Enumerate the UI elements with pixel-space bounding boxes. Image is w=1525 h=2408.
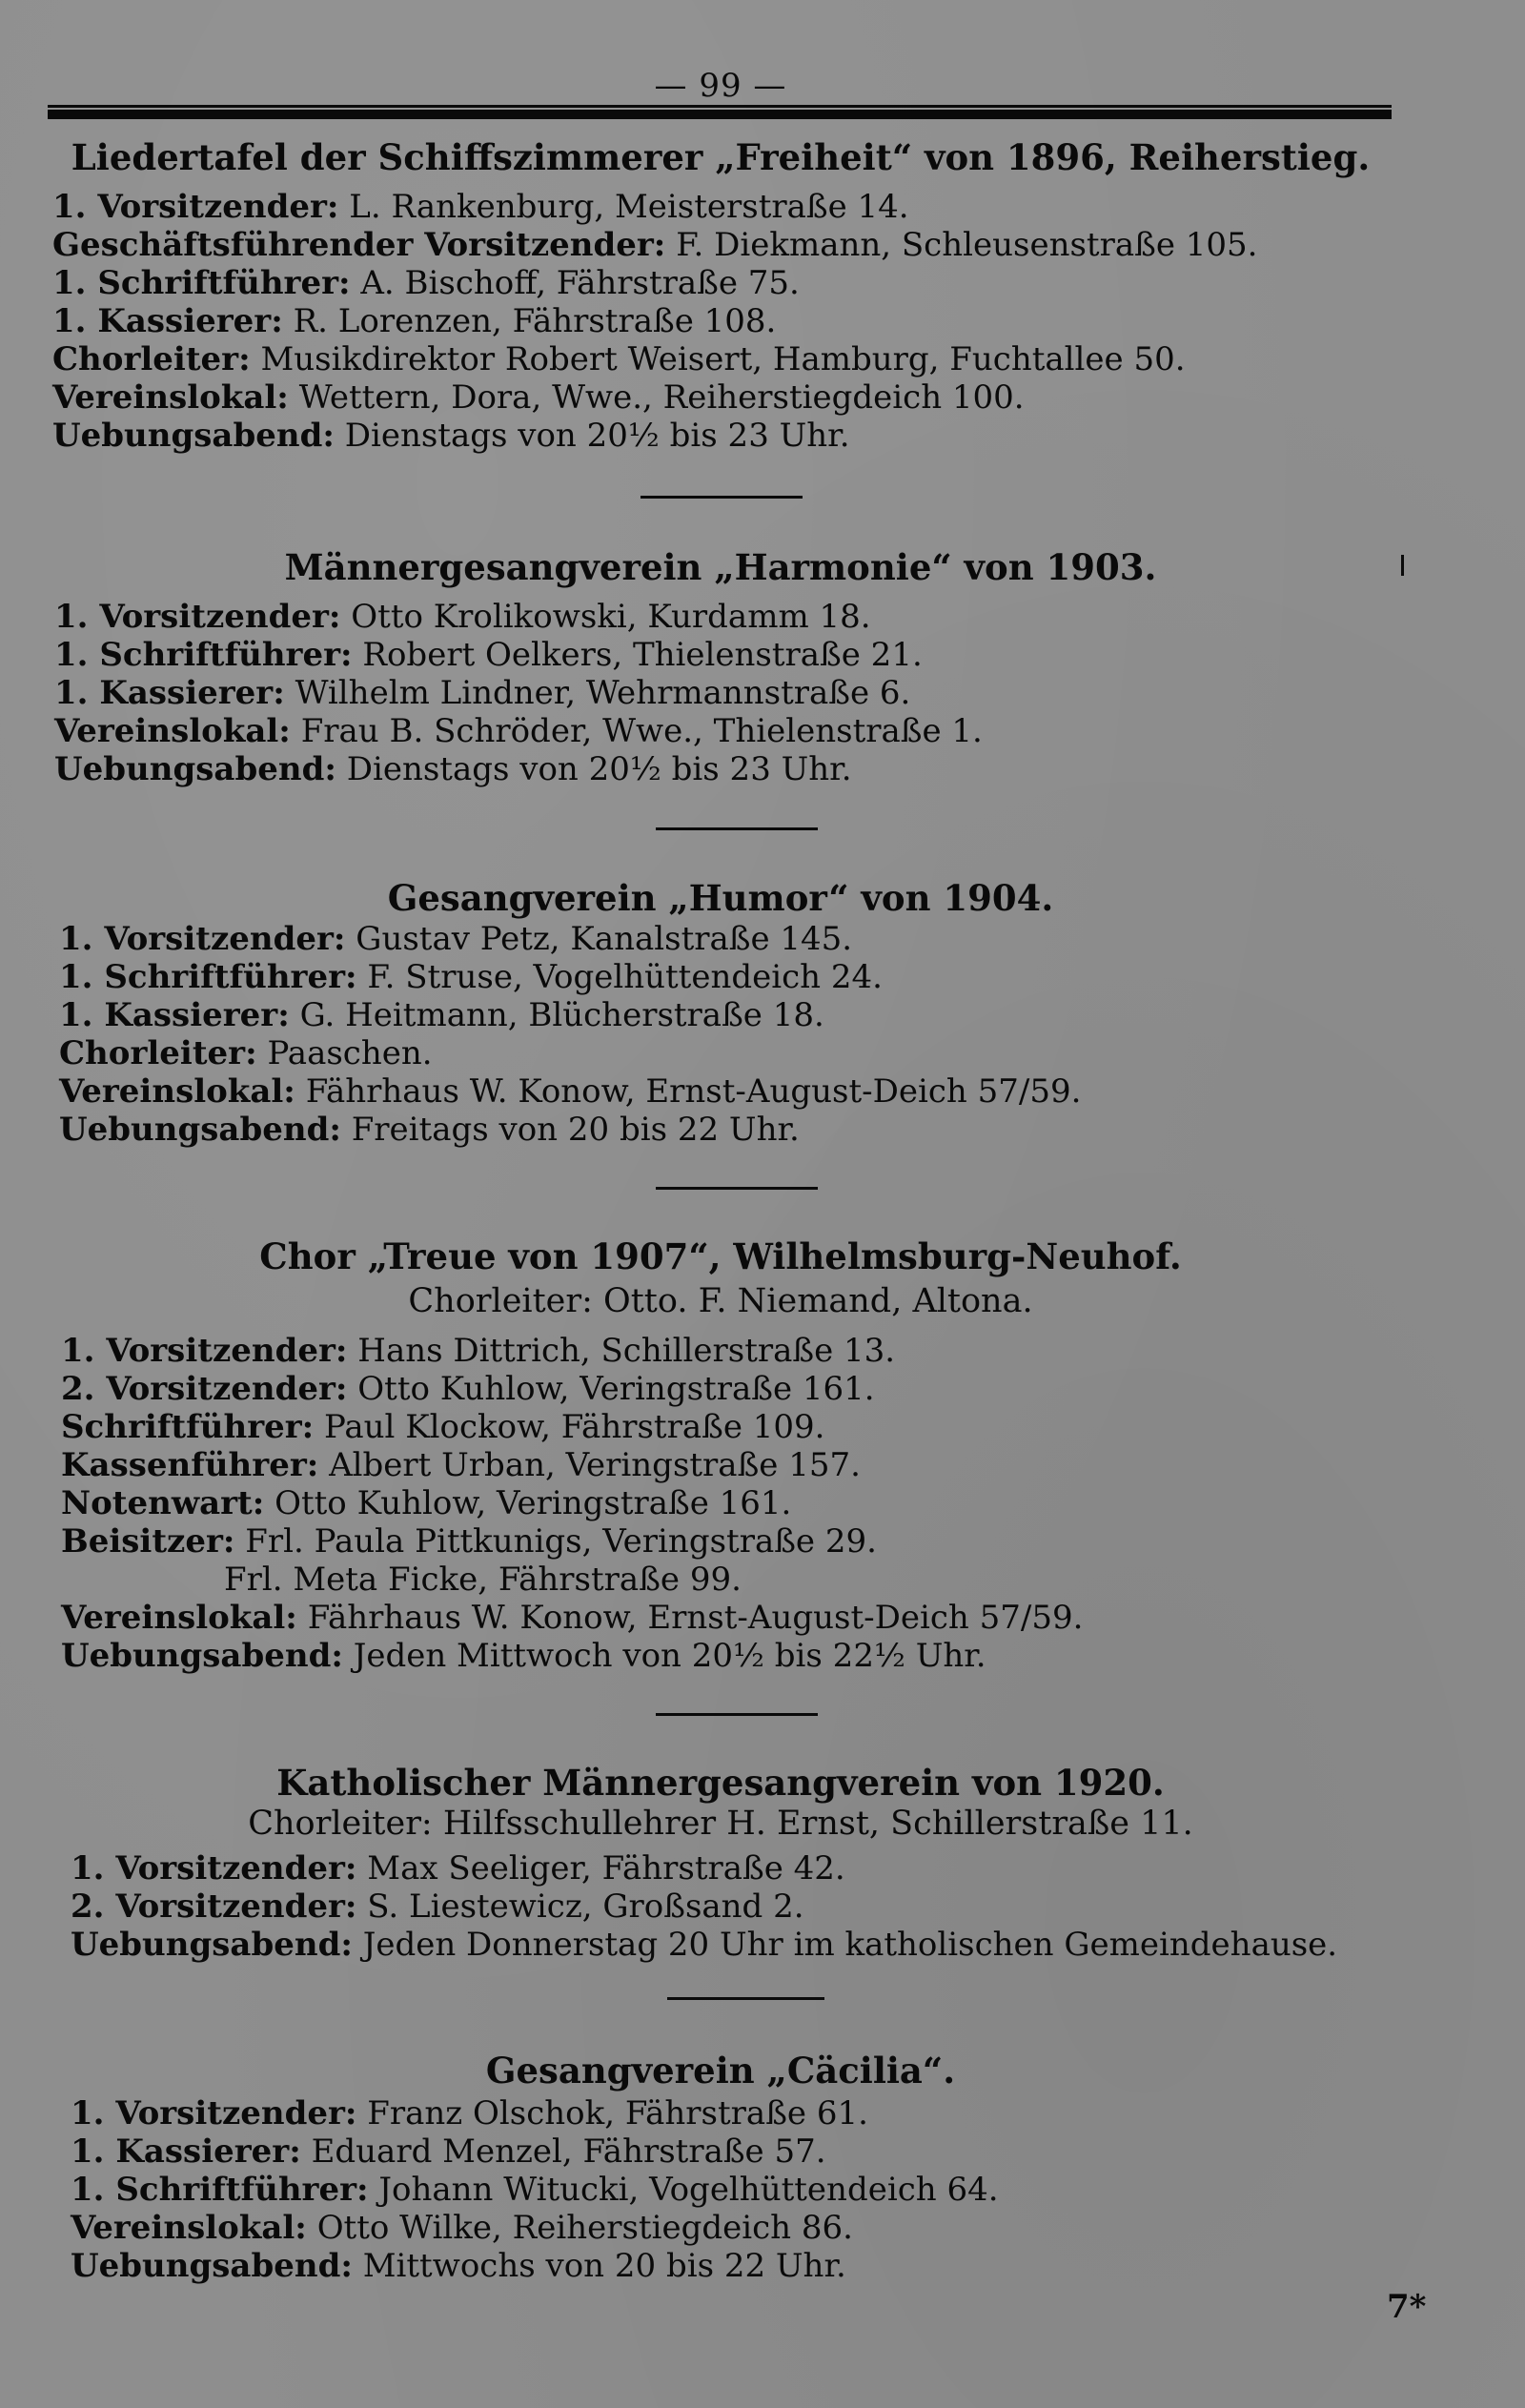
entry-line [71,2209,853,2247]
entry-label: Notenwart: [61,1484,265,1522]
entry-value: Eduard Menzel, Fährstraße 57. [311,2133,826,2171]
entry-value: Wettern, Dora, Wwe., Reiherstiegdeich 100. [298,378,1025,417]
entry-line [61,1637,986,1675]
section-heading-liedertafel: Liedertafel der Schiffszimmerer „Freiheit“ von 1896, Reiherstieg. [71,136,1371,178]
entry-label: 1. Vorsitzender: [71,2094,357,2133]
entry-label: 2. Vorsitzender: [61,1370,348,1408]
entry-label: 1. Vorsitzender: [54,598,341,636]
entry-line [52,302,776,340]
entry-line [71,1888,804,1926]
entry-line [52,188,909,226]
entry-line [71,1926,1337,1964]
entry-label: Vereinslokal: [54,712,291,750]
entry-line [59,958,883,996]
entry-label: Vereinslokal: [52,378,289,417]
entry-line [54,674,910,712]
entry-line [71,2094,868,2133]
entry-line [54,712,983,750]
entry-value: Frau B. Schröder, Wwe., Thielenstraße 1. [300,712,983,750]
entry-label: 1. Kassierer: [59,996,290,1034]
section-divider [640,496,803,499]
entry-value: G. Heitmann, Blücherstraße 18. [299,996,824,1034]
entry-label: 1. Kassierer: [54,674,285,712]
entry-value: L. Rankenburg, Meisterstraße 14. [349,188,909,226]
entry-line [59,1034,433,1072]
entry-value: Musikdirektor Robert Weisert, Hamburg, Fuchtallee 50. [260,340,1186,378]
entry-value: R. Lorenzen, Fährstraße 108. [293,302,777,340]
entry-value: Frl. Paula Pittkunigs, Veringstraße 29. [245,1522,877,1561]
entry-value: Fährhaus W. Konow, Ernst-August-Deich 57/59. [305,1072,1082,1111]
entry-value: Otto Kuhlow, Veringstraße 161. [274,1484,792,1522]
scan-speck [1401,555,1404,576]
entry-label: Uebungsabend: [52,417,335,455]
entry-line [59,1111,800,1149]
entry-label: Uebungsabend: [71,2247,353,2285]
entry-line [52,226,1257,264]
entry-label: 1. Vorsitzender: [59,920,346,958]
page-number: — 99 — [654,67,787,105]
entry-value: Freitags von 20 bis 22 Uhr. [351,1111,800,1149]
signature-mark: 7* [1387,2288,1427,2326]
entry-label: Chorleiter: [59,1034,257,1072]
entry-value: Fährhaus W. Konow, Ernst-August-Deich 57/59. [307,1599,1084,1637]
entry-label: Kassenführer: [61,1446,319,1484]
entry-value: Hans Dittrich, Schillerstraße 13. [357,1332,896,1370]
entry-line [52,264,800,302]
entry-label: 1. Schriftführer: [71,2171,369,2209]
entry-label: Vereinslokal: [71,2209,307,2247]
entry-value: Paaschen. [267,1034,433,1072]
entry-line [61,1599,1083,1637]
entry-value: Otto Wilke, Reiherstiegdeich 86. [316,2209,853,2247]
entry-value: Frl. Meta Ficke, Fährstraße 99. [224,1561,742,1599]
entry-value: Robert Oelkers, Thielenstraße 21. [362,636,923,674]
entry-line [52,417,850,455]
entry-label: Geschäftsführender Vorsitzender: [52,226,666,264]
entry-value: A. Bischoff, Fährstraße 75. [360,264,800,302]
entry-value: Jeden Mittwoch von 20½ bis 22½ Uhr. [353,1637,986,1675]
entry-label: Uebungsabend: [54,750,336,788]
entry-value: F. Diekmann, Schleusenstraße 105. [676,226,1258,264]
entry-label: 2. Vorsitzender: [71,1888,357,1926]
header-rule-thin [48,105,1392,108]
entry-value: Mittwochs von 20 bis 22 Uhr. [362,2247,846,2285]
entry-label: Beisitzer: [61,1522,235,1561]
entry-line [54,636,923,674]
entry-value: Wilhelm Lindner, Wehrmannstraße 6. [295,674,911,712]
entry-line [61,1332,895,1370]
section-divider [656,1187,818,1190]
section-heading-caecilia: Gesangverein „Cäcilia“. [485,2050,956,2092]
entry-line [59,920,852,958]
entry-line [61,1408,824,1446]
entry-label: Uebungsabend: [61,1637,343,1675]
entry-value: Otto Krolikowski, Kurdamm 18. [351,598,871,636]
entry-line [61,1446,861,1484]
entry-line [71,2133,826,2171]
entry-line [61,1522,877,1561]
section-subheading-chorleiter: Chorleiter: Otto. F. Niemand, Altona. [408,1282,1033,1320]
section-heading-katholischer: Katholischer Männergesangverein von 1920. [276,1762,1165,1804]
entry-line [52,340,1186,378]
entry-line [71,2171,999,2209]
entry-value: Dienstags von 20½ bis 23 Uhr. [344,417,850,455]
entry-value: Otto Kuhlow, Veringstraße 161. [357,1370,875,1408]
entry-value: Albert Urban, Veringstraße 157. [329,1446,861,1484]
entry-label: 1. Vorsitzender: [61,1332,348,1370]
entry-line [71,2247,846,2285]
entry-value: F. Struse, Vogelhüttendeich 24. [367,958,883,996]
entry-value: Jeden Donnerstag 20 Uhr im katholischen Gemeindehause. [362,1926,1338,1964]
entry-line [54,598,871,636]
entry-value: S. Liestewicz, Großsand 2. [367,1888,804,1926]
entry-label: 1. Schriftführer: [54,636,353,674]
entry-line [61,1484,791,1522]
entry-line [61,1370,875,1408]
entry-label: 1. Schriftführer: [59,958,357,996]
entry-label: Vereinslokal: [61,1599,297,1637]
entry-value: Franz Olschok, Fährstraße 61. [367,2094,868,2133]
entry-label: 1. Kassierer: [71,2133,301,2171]
section-divider [667,1997,824,2000]
section-divider [656,827,818,830]
entry-line [224,1561,742,1599]
entry-label: 1. Schriftführer: [52,264,351,302]
entry-label: Chorleiter: [52,340,251,378]
section-heading-treue: Chor „Treue von 1907“, Wilhelmsburg-Neuhof. [259,1235,1182,1277]
section-heading-harmonie: Männergesangverein „Harmonie“ von 1903. [284,546,1157,588]
entry-label: 1. Vorsitzender: [71,1849,357,1888]
entry-value: Paul Klockow, Fährstraße 109. [324,1408,825,1446]
section-divider [656,1713,818,1716]
entry-line [71,1849,845,1888]
entry-label: 1. Vorsitzender: [52,188,339,226]
entry-line [59,1072,1081,1111]
header-rule-thick [48,110,1392,119]
entry-label: Uebungsabend: [71,1926,353,1964]
section-subheading-chorleiter: Chorleiter: Hilfsschullehrer H. Ernst, Schillerstraße 11. [248,1805,1193,1843]
entry-label: 1. Kassierer: [52,302,283,340]
entry-value: Dienstags von 20½ bis 23 Uhr. [346,750,852,788]
entry-label: Schriftführer: [61,1408,315,1446]
entry-line [52,378,1025,417]
entry-line [54,750,852,788]
entry-label: Uebungsabend: [59,1111,341,1149]
entry-value: Gustav Petz, Kanalstraße 145. [356,920,853,958]
section-heading-humor: Gesangverein „Humor“ von 1904. [387,877,1054,919]
entry-line [59,996,824,1034]
entry-value: Johann Witucki, Vogelhüttendeich 64. [378,2171,999,2209]
entry-label: Vereinslokal: [59,1072,295,1111]
entry-value: Max Seeliger, Fährstraße 42. [367,1849,845,1888]
